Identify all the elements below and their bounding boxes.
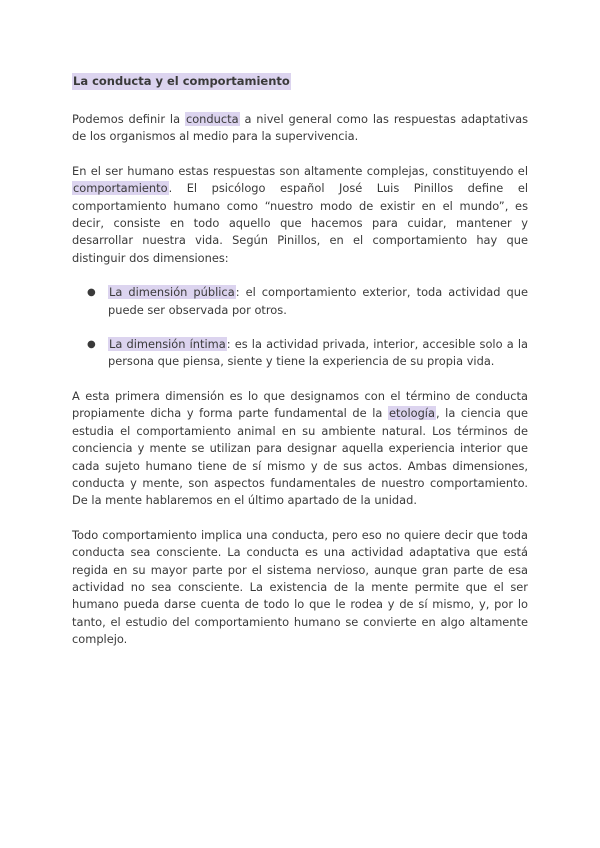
highlight-conducta: conducta bbox=[185, 112, 239, 126]
paragraph-etologia-text-2: , la ciencia que estudia el comportamiento animal en su ambiente natural. Los términos de conciencia y mente se utilizan para designar aquella experiencia interior que cada sujeto humano tiene de sí mismo y de sus actos. Ambas dimensiones, conducta y mente, son aspectos fundamentales de nuestro comportamiento. De la mente hablaremos en el último apartado de la unidad. bbox=[72, 406, 529, 508]
dimensions-list bbox=[72, 284, 528, 371]
paragraph-conclusion: Todo comportamiento implica una conducta, pero eso no quiere decir que toda conducta sea consciente. La conducta es una actividad adaptativa que está regida en su mayor parte por el sistema nervioso, aunque gran parte de esa actividad no sea consciente. La existencia de la mente permite que el ser humano pueda darse cuenta de todo lo que le rodea y de sí mismo, y, por lo tanto, el estudio del comportamiento humano se convierte en algo altamente complejo. bbox=[72, 527, 528, 647]
bullet-icon: ● bbox=[87, 287, 96, 299]
list-item-text: : es la actividad privada, interior, accesible solo a la persona que piensa, siente y tiene la experiencia de su propia vida. bbox=[108, 337, 528, 369]
paragraph-etologia-text: A esta primera dimensión es lo que designamos con el término de conducta propiamente dicha y forma parte fundamental de la bbox=[72, 388, 528, 421]
list-item-dimension-intima bbox=[72, 336, 528, 371]
bullet-icon: ● bbox=[87, 339, 96, 351]
highlight-dimension-intima: La dimensión íntima bbox=[109, 337, 226, 352]
paragraph-comportamiento-text: En el ser humano estas respuestas son altamente complejas, constituyendo el bbox=[72, 163, 528, 178]
highlight-dimension-publica: La dimensión pública bbox=[109, 285, 235, 300]
page-title: La conducta y el comportamiento bbox=[73, 74, 290, 88]
paragraph-definition bbox=[72, 111, 528, 146]
paragraph-comportamiento bbox=[72, 163, 528, 267]
list-item-text: : el comportamiento exterior, toda actividad que puede ser observada por otros. bbox=[108, 285, 529, 317]
paragraph-definition-text: Podemos definir la bbox=[72, 112, 185, 126]
paragraph-definition-text-2: a nivel general como las respuestas adaptativas de los organismos al medio para la supervivencia. bbox=[72, 112, 529, 144]
highlight-comportamiento: comportamiento bbox=[73, 181, 168, 196]
paragraph-comportamiento-text-2: . El psicólogo español José Luis Pinillos define el comportamiento humano como “nuestro modo de existir en el mundo”, es decir, consiste en todo aquello que hacemos para cuidar, mantener y desarrollar nuestra vida. Según Pinillos, en el comportamiento hay que distinguir dos dimensiones: bbox=[72, 181, 528, 265]
list-item-dimension-publica bbox=[72, 284, 528, 319]
highlight-etologia: etología bbox=[389, 406, 435, 421]
paragraph-etologia bbox=[72, 388, 528, 510]
